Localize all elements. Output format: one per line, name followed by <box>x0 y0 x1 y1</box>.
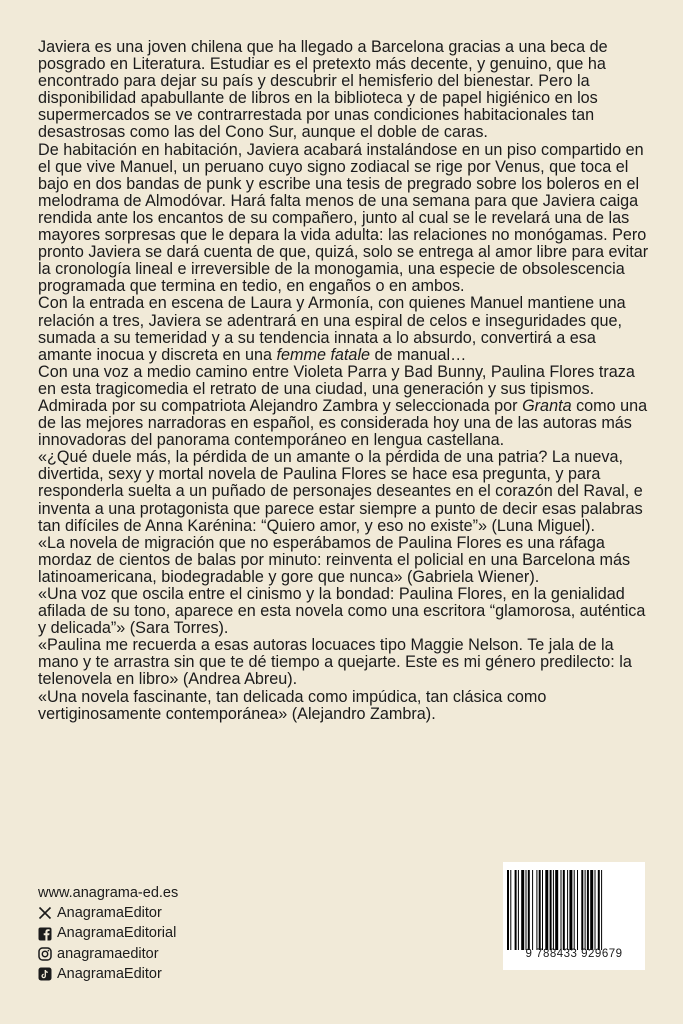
emphasis-granta: Granta <box>522 396 572 415</box>
back-cover-blurb <box>38 39 650 723</box>
publisher-contacts <box>38 883 178 984</box>
review-quote-gabriela-wiener: «La novela de migración que no esperábamos de Paulina Flores es una ráfaga mordaz de cientos de balas por minuto: reinventa el policial en una Barcelona más latinoamericana, biodegradable y gore que nunca» (Gabriela Wiener). <box>38 533 631 586</box>
tiktok-icon <box>38 967 52 981</box>
facebook-handle[interactable]: AnagramaEditorial <box>38 923 178 943</box>
barcode-bars <box>507 870 641 950</box>
synopsis-paragraph-1: Javiera es una joven chilena que ha llegado a Barcelona gracias a una beca de posgrado en Literatura. Estudiar es el pretexto más decente, y genuino, que ha encontrado para dejar su país y descubrir el hemisferio del bienestar. Pero la disponibilidad apabullante de libros en la biblioteca y de papel higiénico en los supermercados se ve contrarrestada por unas condiciones habitacionales tan desastrosas como las del Cono Sur, aunque el doble de caras. <box>38 38 608 142</box>
review-quote-andrea-abreu: «Paulina me recuerda a esas autoras locuaces tipo Maggie Nelson. Te jala de la mano y te arrastra sin que te dé tiempo a quejarte. Este es mi género predilecto: la telenovela en libro» (Andrea Abreu). <box>38 636 632 689</box>
isbn-barcode <box>503 862 645 970</box>
website-link[interactable]: www.anagrama-ed.es <box>38 885 179 901</box>
instagram-handle[interactable]: anagramaeditor <box>38 944 178 964</box>
instagram-icon <box>38 947 52 961</box>
x-handle[interactable]: AnagramaEditor <box>38 903 178 923</box>
review-quote-alejandro-zambra: «Una novela fascinante, tan delicada como impúdica, tan clásica como vertiginosamente contemporánea» (Alejandro Zambra). <box>38 687 547 723</box>
review-quote-luna-miguel: «¿Qué duele más, la pérdida de un amante o la pérdida de una patria? La nueva, divertida, sexy y mortal novela de Paulina Flores se hace esa pregunta, y para responderla suelta a un puñado de personajes deseantes en el corazón del Raval, e inventa a una protagonista que parece estar siempre a punto de decir esas palabras tan difíciles de Anna Karénina: “Quiero amor, y eso no existe”» (Luna Miguel). <box>38 448 643 535</box>
tiktok-handle[interactable]: AnagramaEditor <box>38 964 178 984</box>
synopsis-paragraph-3: Con la entrada en escena de Laura y Armonía, con quienes Manuel mantiene una relación a tres, Javiera se adentrará en una espiral de celos e inseguridades que, sumada a su temeridad y a su tendencia innata a lo absurdo, convertirá a esa amante inocua y discreta en una femme fatale de manual… <box>38 294 626 364</box>
emphasis-femme-fatale: femme fatale <box>276 345 371 364</box>
x-icon <box>38 906 52 920</box>
synopsis-paragraph-2: De habitación en habitación, Javiera acabará instalándose en un piso compartido en el que vive Manuel, un peruano cuyo signo zodiacal se rige por Venus, que toca el bajo en dos bandas de punk y escribe una tesis de pregrado sobre los boleros en el melodrama de Almodóvar. Hará falta menos de una semana para que Javiera caiga rendida ante los encantos de su compañero, junto al cual se le revelará una de las mayores sorpresas que le depara la vida adulta: las relaciones no monógamas. Pero pronto Javiera se dará cuenta de que, quizá, solo se entrega al amor libre para evitar la cronología lineal e irreversible de la monogamia, una especie de obsolescencia programada que termina en tedio, en engaños o en ambos. <box>38 140 649 296</box>
facebook-icon <box>38 927 52 941</box>
review-quote-sara-torres: «Una voz que oscila entre el cinismo y la bondad: Paulina Flores, en la genialidad afilada de su tono, aparece en esta novela como una escritora “glamorosa, auténtica y delicada”» (Sara Torres). <box>38 585 646 638</box>
author-paragraph: Con una voz a medio camino entre Violeta Parra y Bad Bunny, Paulina Flores traza en esta tragicomedia el retrato de una ciudad, una generación y sus tipismos. Admirada por su compatriota Alejandro Zambra y seleccionada por Granta como una de las mejores narradoras en español, es considerada hoy una de las autoras más innovadoras del panorama contemporáneo en lengua castellana. <box>38 362 648 450</box>
isbn-number: 9 788433 929679 <box>525 948 623 960</box>
